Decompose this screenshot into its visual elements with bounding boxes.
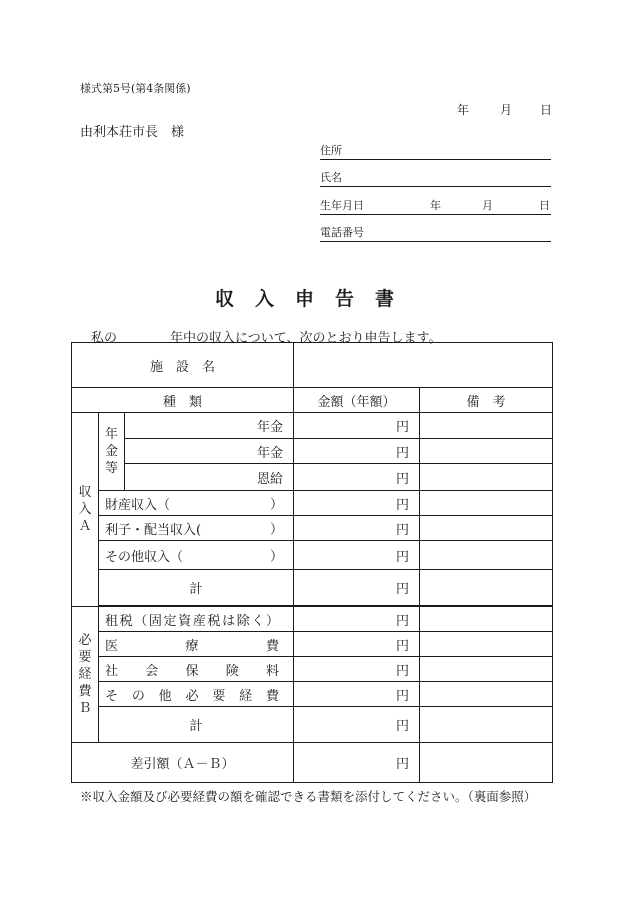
facility-label: 施 設 名 (72, 343, 294, 388)
income-a-group-label: 収 入 Ａ (72, 413, 99, 607)
declaration-text: 年中の収入について、次のとおり申告します。 (170, 331, 442, 346)
medical-label: 医療費 (99, 632, 294, 657)
pension-label-2: 年金 (125, 439, 294, 464)
pension-remarks-3[interactable] (420, 464, 553, 491)
expense-subtotal-label: 計 (99, 707, 294, 743)
name-field[interactable] (320, 170, 551, 187)
interest-income-row (72, 516, 553, 541)
date-day-label: 日 (540, 103, 553, 117)
expense-subtotal-remarks[interactable] (420, 707, 553, 743)
date-month-label: 月 (500, 103, 513, 117)
other-income-amount[interactable]: 円 (294, 541, 420, 570)
property-income-row (72, 491, 553, 516)
declaration-prefix: 私の (91, 331, 118, 346)
pension-label-1: 年金 (125, 413, 294, 439)
difference-remarks[interactable] (420, 743, 553, 783)
facility-name-input[interactable] (294, 343, 553, 388)
social-insurance-label: 社会保険料 (99, 657, 294, 682)
form-number: 様式第5号(第4条関係) (80, 82, 191, 95)
difference-amount[interactable]: 円 (294, 743, 420, 783)
interest-income-remarks[interactable] (420, 516, 553, 541)
medical-remarks[interactable] (420, 632, 553, 657)
medical-row (72, 632, 553, 657)
income-subtotal-amount[interactable]: 円 (294, 570, 420, 606)
other-income-remarks[interactable] (420, 541, 553, 570)
income-subtotal-row (72, 570, 553, 606)
difference-label: 差引額（Ａ－Ｂ） (72, 743, 294, 783)
other-expense-amount[interactable]: 円 (294, 682, 420, 707)
property-income-amount[interactable]: 円 (294, 491, 420, 516)
addressee: 由利本荘市長 様 (80, 125, 185, 140)
facility-row (72, 343, 553, 388)
address-label: 住所 (320, 144, 342, 157)
interest-income-label: 利子・配当収入( ） (99, 516, 294, 541)
social-insurance-remarks[interactable] (420, 657, 553, 682)
medical-amount[interactable]: 円 (294, 632, 420, 657)
other-income-row (72, 541, 553, 570)
difference-row (72, 743, 553, 783)
tax-remarks[interactable] (420, 607, 553, 632)
birth-day-label: 日 (539, 199, 550, 212)
property-income-label: 財産収入（ ） (99, 491, 294, 516)
tax-label: 租税（固定資産税は除く） (99, 607, 294, 632)
date-year-label: 年 (457, 103, 470, 117)
expense-subtotal-row (72, 707, 553, 743)
col-remarks-header: 備 考 (420, 388, 553, 413)
header-row (72, 388, 553, 413)
other-expense-label: その他必要経費 (99, 682, 294, 707)
phone-label: 電話番号 (320, 226, 364, 239)
pension-amount-2[interactable]: 円 (294, 439, 420, 464)
address-field[interactable] (320, 143, 551, 160)
pension-label-3: 恩給 (125, 464, 294, 491)
expense-b-group-label: 必 要 経 費 Ｂ (72, 607, 99, 743)
property-income-remarks[interactable] (420, 491, 553, 516)
pension-row-2 (72, 439, 553, 464)
birth-year-label: 年 (430, 199, 441, 212)
document-title: 収入申告書 (214, 288, 415, 310)
birthdate-label: 生年月日 (320, 199, 364, 212)
pension-group-label: 年 金 等 (99, 413, 125, 491)
col-type-header: 種 類 (72, 388, 294, 413)
interest-income-amount[interactable]: 円 (294, 516, 420, 541)
social-insurance-row (72, 657, 553, 682)
col-amount-header: 金額（年額） (294, 388, 420, 413)
other-income-label: その他収入（ ） (99, 541, 294, 570)
pension-row-1 (72, 413, 553, 439)
name-label: 氏名 (320, 171, 342, 184)
footnote: ※収入金額及び必要経費の額を確認できる書類を添付してください。（裏面参照） (80, 789, 537, 804)
other-expense-row (72, 682, 553, 707)
pension-row-3 (72, 464, 553, 491)
other-expense-remarks[interactable] (420, 682, 553, 707)
tax-amount[interactable]: 円 (294, 607, 420, 632)
pension-remarks-2[interactable] (420, 439, 553, 464)
birthdate-field[interactable] (320, 198, 551, 215)
phone-field[interactable] (320, 225, 551, 242)
tax-row (72, 607, 553, 632)
pension-amount-1[interactable]: 円 (294, 413, 420, 439)
income-declaration-table (71, 342, 553, 783)
pension-amount-3[interactable]: 円 (294, 464, 420, 491)
income-subtotal-remarks[interactable] (420, 570, 553, 606)
expense-subtotal-amount[interactable]: 円 (294, 707, 420, 743)
income-subtotal-label: 計 (99, 570, 294, 606)
pension-remarks-1[interactable] (420, 413, 553, 439)
social-insurance-amount[interactable]: 円 (294, 657, 420, 682)
birth-month-label: 月 (482, 199, 493, 212)
